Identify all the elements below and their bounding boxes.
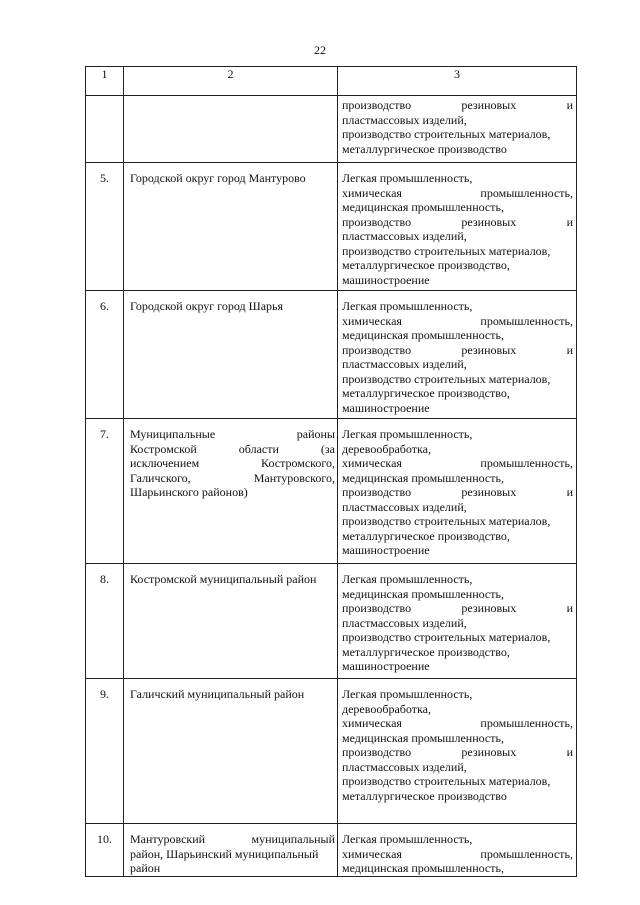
row-number: [86, 96, 124, 163]
industry-line: производство строительных материалов,: [342, 774, 551, 788]
municipality-name: [124, 163, 338, 291]
industry-line: металлургическое производство,: [342, 386, 510, 400]
industry-line: медицинская промышленность,: [342, 200, 504, 214]
industry-line: Легкая промышленность,: [342, 171, 473, 185]
industries-cell: [338, 96, 577, 163]
row-number: 9.: [86, 679, 124, 824]
header-col-2: 2: [124, 67, 338, 96]
industry-line: химическая промышленность,: [342, 846, 573, 861]
row-number: 8.: [86, 564, 124, 679]
municipality-name-line: Костромской области (за: [130, 441, 335, 456]
industry-line: металлургическое производство: [342, 788, 507, 803]
industry-line: медицинская промышленность,: [342, 470, 504, 485]
municipality-name-line: Галичский муниципальный район: [130, 687, 305, 701]
industry-line: производство резиновых и: [342, 98, 573, 112]
municipality-name-line: район: [130, 861, 161, 875]
industry-line: металлургическое производство,: [342, 644, 510, 659]
industry-line: машиностроение: [342, 272, 430, 287]
row-number: 10.: [86, 824, 124, 877]
table-row: [86, 419, 577, 564]
page-number: 22: [314, 43, 326, 57]
municipality-name-line: Костромской муниципальный район: [130, 572, 317, 586]
industry-line: медицинская промышленность,: [342, 730, 504, 745]
industry-line: Легкая промышленность,: [342, 299, 473, 313]
table-row: [86, 564, 577, 679]
municipality-name-line: Муниципальные районы: [130, 427, 335, 441]
industry-line: Легкая промышленность,: [342, 832, 473, 846]
industry-line: машиностроение: [342, 659, 430, 673]
industry-line: производство резиновых и: [342, 485, 573, 499]
industries-cell: [338, 824, 577, 877]
municipality-name-line: Галичского, Мантуровского,: [130, 470, 335, 485]
table-row: [86, 824, 577, 877]
industries-cell: [338, 419, 577, 564]
industry-line: производство резиновых и: [342, 214, 573, 229]
industry-line: Легкая промышленность,: [342, 427, 473, 441]
industry-line: металлургическое производство,: [342, 258, 510, 272]
industry-line: химическая промышленность,: [342, 313, 573, 328]
municipality-name-line: исключением Костромского,: [130, 456, 335, 470]
table-row: [86, 679, 577, 824]
industry-line: металлургическое производство,: [342, 528, 510, 543]
industries-cell: [338, 163, 577, 291]
industry-line: производство строительных материалов,: [342, 514, 551, 528]
industry-line: производство строительных материалов,: [342, 630, 551, 644]
table-row: [86, 163, 577, 291]
industry-line: пластмассовых изделий,: [342, 499, 467, 514]
industry-line: производство резиновых и: [342, 342, 573, 357]
table-header-row: [86, 67, 577, 96]
municipality-name: [124, 564, 338, 679]
row-number: 5.: [86, 163, 124, 291]
municipality-name: [124, 291, 338, 419]
industries-cell: [338, 679, 577, 824]
industry-line: производство строительных материалов,: [342, 371, 551, 386]
industry-line: химическая промышленность,: [342, 456, 573, 470]
header-col-1: 1: [86, 67, 124, 96]
industry-line: пластмассовых изделий,: [342, 357, 467, 371]
municipality-name-line: Городской округ город Мантурово: [130, 171, 306, 185]
table-row: [86, 291, 577, 419]
municipality-name: [124, 824, 338, 877]
industry-line: пластмассовых изделий,: [342, 229, 467, 243]
industry-line: пластмассовых изделий,: [342, 759, 467, 774]
industry-line: машиностроение: [342, 400, 430, 415]
municipality-name-line: Мантуровский муниципальный: [130, 832, 335, 846]
industry-line: производство строительных материалов,: [342, 127, 551, 141]
industry-line: медицинская промышленность,: [342, 328, 504, 342]
header-col-3: 3: [338, 67, 577, 96]
municipality-name-line: район, Шарьинский муниципальный: [130, 846, 319, 861]
municipality-name: [124, 419, 338, 564]
industry-line: производство строительных материалов,: [342, 243, 551, 258]
industries-cell: [338, 291, 577, 419]
industry-line: производство резиновых и: [342, 601, 573, 615]
industries-cell: [338, 564, 577, 679]
municipality-name: [124, 679, 338, 824]
municipality-name-line: Шарьинского районов): [130, 485, 248, 499]
industry-line: пластмассовых изделий,: [342, 112, 467, 127]
municipality-name-line: Городской округ город Шарья: [130, 299, 284, 313]
industry-line: химическая промышленность,: [342, 185, 573, 200]
industry-line: Легкая промышленность,: [342, 572, 473, 586]
industry-line: пластмассовых изделий,: [342, 615, 467, 630]
industry-line: медицинская промышленность,: [342, 861, 504, 875]
table-row: [86, 96, 577, 163]
industry-line: производство резиновых и: [342, 745, 573, 759]
industry-line: машиностроение: [342, 543, 430, 557]
row-number: 6.: [86, 291, 124, 419]
industry-line: химическая промышленность,: [342, 716, 573, 730]
row-number: 7.: [86, 419, 124, 564]
regions-industry-table: [85, 66, 577, 877]
industry-line: металлургическое производство: [342, 141, 507, 156]
industry-line: медицинская промышленность,: [342, 586, 504, 601]
industry-line: деревообработка,: [342, 701, 431, 716]
industry-line: Легкая промышленность,: [342, 687, 473, 701]
municipality-name: [124, 96, 338, 163]
industry-line: деревообработка,: [342, 441, 431, 456]
